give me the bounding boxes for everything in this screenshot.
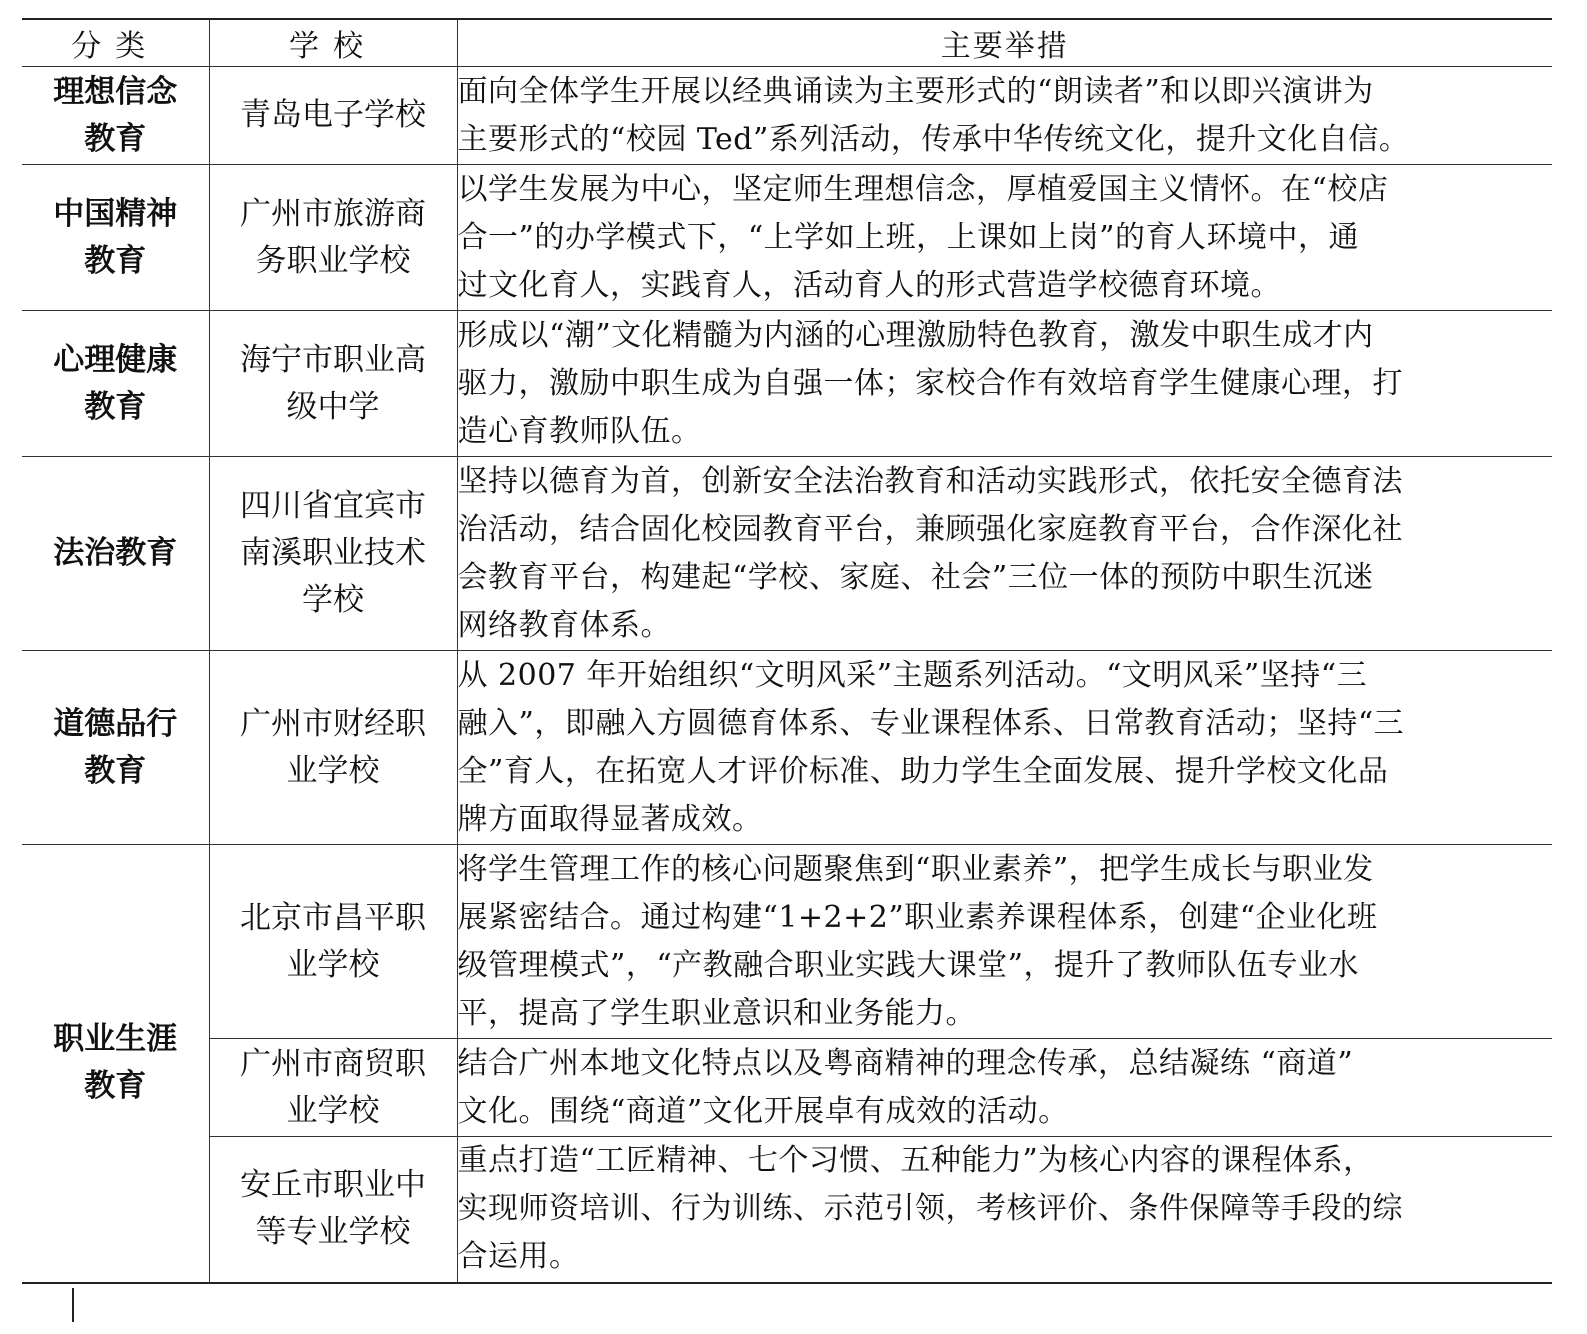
measures-cell: 重点打造“工匠精神、七个习惯、五种能力”为核心内容的课程体系， 实现师资培训、行为训练、示范引领，考核评价、条件保障等手段的综 合运用。 <box>457 1137 1552 1283</box>
measures-cell: 从 2007 年开始组织“文明风采”主题系列活动。“文明风采”坚持“三 融入”，即融入方圆德育体系、专业课程体系、日常教育活动；坚持“三 全”育人，在拓宽人才评价标准、助力学生全面发展、提升学校文化品 牌方面取得显著成效。 <box>457 651 1552 845</box>
table-row <box>22 67 1552 165</box>
category-cell: 职业生涯 教育 <box>22 845 209 1283</box>
measures-cell: 以学生发展为中心，坚定师生理想信念，厚植爱国主义情怀。在“校店 合一”的办学模式下，“上学如上班，上课如上岗”的育人环境中，通 过文化育人，实践育人，活动育人的形式营造学校德育环境。 <box>457 165 1552 311</box>
table-row <box>22 1039 1552 1137</box>
category-cell: 中国精神 教育 <box>22 165 209 311</box>
header-measures: 主要举措 <box>457 19 1552 67</box>
school-cell: 广州市财经职 业学校 <box>209 651 457 845</box>
header-school: 学校 <box>209 19 457 67</box>
measures-cell: 坚持以德育为首，创新安全法治教育和活动实践形式，依托安全德育法 治活动，结合固化校园教育平台，兼顾强化家庭教育平台，合作深化社 会教育平台，构建起“学校、家庭、社会”三位一体的预防中职生沉迷 网络教育体系。 <box>457 457 1552 651</box>
table-row <box>22 1137 1552 1283</box>
school-cell: 北京市昌平职 业学校 <box>209 845 457 1039</box>
table-row <box>22 457 1552 651</box>
school-cell: 四川省宜宾市 南溪职业技术 学校 <box>209 457 457 651</box>
table-row <box>22 311 1552 457</box>
school-cell: 广州市旅游商 务职业学校 <box>209 165 457 311</box>
table-header-row <box>22 19 1552 67</box>
measures-cell: 面向全体学生开展以经典诵读为主要形式的“朗读者”和以即兴演讲为 主要形式的“校园 Ted”系列活动，传承中华传统文化，提升文化自信。 <box>457 67 1552 165</box>
table-row <box>22 845 1552 1039</box>
school-cell: 安丘市职业中 等专业学校 <box>209 1137 457 1283</box>
category-cell: 理想信念 教育 <box>22 67 209 165</box>
text-cursor-mark <box>72 1288 74 1322</box>
school-cell: 青岛电子学校 <box>209 67 457 165</box>
school-cell: 海宁市职业高 级中学 <box>209 311 457 457</box>
school-cell: 广州市商贸职 业学校 <box>209 1039 457 1137</box>
measures-cell: 将学生管理工作的核心问题聚焦到“职业素养”，把学生成长与职业发 展紧密结合。通过构建“1+2+2”职业素养课程体系，创建“企业化班 级管理模式”，“产教融合职业实践大课堂”，提升了教师队伍专业水 平，提高了学生职业意识和业务能力。 <box>457 845 1552 1039</box>
education-measures-table <box>22 18 1552 1284</box>
measures-cell: 形成以“潮”文化精髓为内涵的心理激励特色教育，激发中职生成才内 驱力，激励中职生成为自强一体；家校合作有效培育学生健康心理，打 造心育教师队伍。 <box>457 311 1552 457</box>
measures-cell: 结合广州本地文化特点以及粤商精神的理念传承，总结凝练 “商道” 文化。围绕“商道”文化开展卓有成效的活动。 <box>457 1039 1552 1137</box>
category-cell: 法治教育 <box>22 457 209 651</box>
category-cell: 道德品行 教育 <box>22 651 209 845</box>
header-category: 分类 <box>22 19 209 67</box>
table-row <box>22 165 1552 311</box>
category-cell: 心理健康 教育 <box>22 311 209 457</box>
table-row <box>22 651 1552 845</box>
